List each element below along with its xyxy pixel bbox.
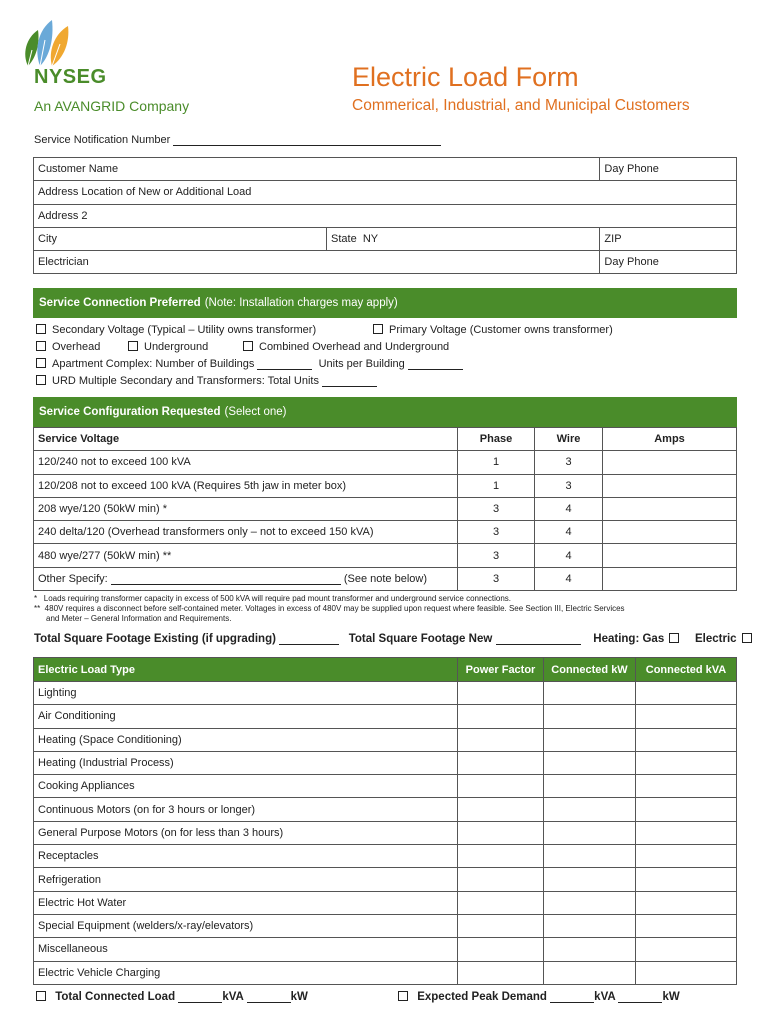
primary-row: Primary Voltage (Customer owns transformer) xyxy=(373,324,613,336)
total-units-field[interactable] xyxy=(322,376,377,387)
address2-field[interactable]: Address 2 xyxy=(34,204,737,227)
apartment-checkbox[interactable] xyxy=(36,358,46,368)
combined-checkbox[interactable] xyxy=(243,341,253,351)
logo-tagline: An AVANGRID Company xyxy=(34,98,190,114)
nyseg-logo-icon xyxy=(20,16,80,70)
apartment-row: Apartment Complex: Number of Buildings Units per Building xyxy=(36,358,463,370)
table-row[interactable]: 480 wye/277 (50kW min) ** 3 4 xyxy=(34,544,737,567)
table-row[interactable]: 240 delta/120 (Overhead transformers only – not to exceed 150 kVA) 3 4 xyxy=(34,521,737,544)
total-kva-field[interactable] xyxy=(178,992,222,1003)
table-row[interactable]: 120/208 not to exceed 100 kVA (Requires 5th jaw in meter box) 1 3 xyxy=(34,474,737,497)
state-field[interactable]: State NY xyxy=(327,227,600,250)
service-config-table xyxy=(33,427,737,591)
urd-checkbox[interactable] xyxy=(36,375,46,385)
footage-existing-field[interactable] xyxy=(279,634,339,645)
zip-field[interactable]: ZIP xyxy=(600,227,737,250)
amps-field[interactable] xyxy=(603,474,737,497)
state-value: NY xyxy=(362,233,379,246)
table-row[interactable]: Other Specify: (See note below) 3 4 xyxy=(34,567,737,590)
table-row[interactable]: 120/240 not to exceed 100 kVA 1 3 xyxy=(34,451,737,474)
other-specify-field[interactable] xyxy=(111,574,341,585)
customer-name-field[interactable]: Customer Name xyxy=(34,158,600,181)
form-title: Electric Load Form xyxy=(352,62,579,92)
heating-electric-checkbox[interactable] xyxy=(742,633,752,643)
table-row[interactable]: Electric Vehicle Charging xyxy=(34,961,737,984)
table-row[interactable]: Electric Hot Water xyxy=(34,891,737,914)
peak-kva-field[interactable] xyxy=(550,992,594,1003)
secondary-row: Secondary Voltage (Typical – Utility owns transformer) xyxy=(36,324,316,336)
units-field[interactable] xyxy=(408,359,463,370)
underground-checkbox[interactable] xyxy=(128,341,138,351)
col-phase: Phase xyxy=(458,428,535,451)
table-row[interactable]: Air Conditioning xyxy=(34,705,737,728)
col-wire: Wire xyxy=(535,428,603,451)
service-config-header: Service Configuration Requested (Select one) xyxy=(33,397,737,427)
footnote-1: * Loads requiring transformer capacity in excess of 500 kVA will require pad mount transformer and underground service connections. xyxy=(34,594,511,603)
footage-row: Total Square Footage Existing (if upgrading) Total Square Footage New Heating: Gas Electric xyxy=(34,633,758,645)
amps-field[interactable] xyxy=(603,521,737,544)
col-power-factor: Power Factor xyxy=(458,658,544,682)
load-table xyxy=(33,657,737,985)
peak-kw-field[interactable] xyxy=(618,992,662,1003)
col-service-voltage: Service Voltage xyxy=(34,428,458,451)
table-row[interactable]: Continuous Motors (on for 3 hours or longer) xyxy=(34,798,737,821)
service-notification-row xyxy=(34,134,441,146)
total-kw-field[interactable] xyxy=(247,992,291,1003)
amps-field[interactable] xyxy=(603,544,737,567)
buildings-field[interactable] xyxy=(257,359,312,370)
col-load-type: Electric Load Type xyxy=(34,658,458,682)
col-amps: Amps xyxy=(603,428,737,451)
overhead-row: Overhead xyxy=(36,341,100,353)
table-row[interactable]: General Purpose Motors (on for less than 3 hours) xyxy=(34,821,737,844)
city-field[interactable]: City xyxy=(34,227,327,250)
amps-field[interactable] xyxy=(603,451,737,474)
electrician-field[interactable]: Electrician xyxy=(34,251,600,274)
table-row[interactable]: Receptacles xyxy=(34,845,737,868)
total-connected-row: Total Connected Load kVA kW xyxy=(36,991,308,1003)
primary-checkbox[interactable] xyxy=(373,324,383,334)
underground-row: Underground xyxy=(128,341,208,353)
form-subtitle: Commerical, Industrial, and Municipal Customers xyxy=(352,97,690,114)
footnote-2: ** 480V requires a disconnect before self-contained meter. Voltages in excess of 480V may be supplied upon request where feasible. See Section III, Electric Services xyxy=(34,604,625,613)
amps-field[interactable] xyxy=(603,497,737,520)
table-row[interactable]: Special Equipment (welders/x-ray/elevators) xyxy=(34,914,737,937)
total-connected-checkbox[interactable] xyxy=(36,991,46,1001)
service-notification-field[interactable] xyxy=(173,135,441,146)
col-connected-kva: Connected kVA xyxy=(636,658,737,682)
table-row[interactable]: Cooking Appliances xyxy=(34,775,737,798)
table-row[interactable]: Refrigeration xyxy=(34,868,737,891)
footage-new-field[interactable] xyxy=(496,634,581,645)
urd-row: URD Multiple Secondary and Transformers: Total Units xyxy=(36,375,377,387)
table-row[interactable]: Heating (Space Conditioning) xyxy=(34,728,737,751)
table-row[interactable]: Miscellaneous xyxy=(34,938,737,961)
amps-field[interactable] xyxy=(603,567,737,590)
table-row[interactable]: Heating (Industrial Process) xyxy=(34,751,737,774)
footnote-2b: and Meter – General Information and Requirements. xyxy=(46,614,232,623)
heating-gas-checkbox[interactable] xyxy=(669,633,679,643)
expected-peak-row: Expected Peak Demand kVA kW xyxy=(398,991,680,1003)
address-location-field[interactable]: Address Location of New or Additional Load xyxy=(34,181,737,204)
col-connected-kw: Connected kW xyxy=(544,658,636,682)
secondary-checkbox[interactable] xyxy=(36,324,46,334)
day-phone2-field[interactable]: Day Phone xyxy=(600,251,737,274)
logo-name: NYSEG xyxy=(34,66,107,88)
expected-peak-checkbox[interactable] xyxy=(398,991,408,1001)
customer-info-table xyxy=(33,157,737,274)
service-notification-label: Service Notification Number xyxy=(34,134,171,146)
table-row[interactable]: 208 wye/120 (50kW min) * 3 4 xyxy=(34,497,737,520)
table-row[interactable]: Lighting xyxy=(34,682,737,705)
service-connection-header: Service Connection Preferred (Note: Installation charges may apply) xyxy=(33,288,737,318)
day-phone-field[interactable]: Day Phone xyxy=(600,158,737,181)
combined-row: Combined Overhead and Underground xyxy=(243,341,449,353)
overhead-checkbox[interactable] xyxy=(36,341,46,351)
